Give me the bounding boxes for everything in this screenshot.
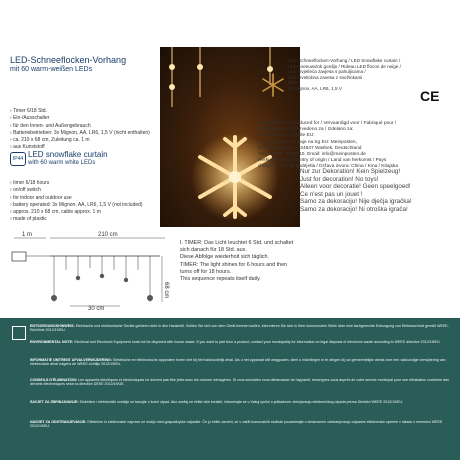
manufacturer-line: Proizvedeno za ih daje na trg EU: Meinposten,: [258, 139, 357, 145]
feature-item: › for indoor and outdoor use: [10, 195, 143, 202]
spacing-label: 30 cm: [88, 306, 105, 312]
battery-box: [12, 252, 26, 261]
disposal-label: ENTSORGUNGSHINWEIS:: [30, 324, 75, 328]
feature-item: › ca. 210 x 68 cm, Zuleitung ca. 1 m: [10, 137, 150, 144]
ce-mark: CE: [420, 88, 440, 104]
disposal-text: Electrical and Electronic Equipment must not be disposed with house waste. If you want to part from a product, contact your municipality for information on legal disposal of electronic waste according to WEEE directive 2012/19/EU.: [74, 340, 441, 344]
article-number: 9884: [288, 80, 299, 86]
title-de: LED-Schneeflocken-Vorhang: [10, 55, 127, 65]
feature-item: › Timer 6/18 Std.: [10, 108, 150, 115]
disposal-note: [30, 378, 450, 387]
warning-line: Ce n'est pas un jouet !: [300, 190, 363, 198]
warning-line: Samo za dekoracijo! Ni otroška igrača!: [300, 205, 408, 213]
disposal-note: [30, 420, 450, 429]
product-label: [288, 58, 460, 92]
feature-item: › approx. 210 x 68 cm, cable approx. 1 m: [10, 209, 143, 216]
snowflake-icon: [51, 274, 153, 301]
manufacturer-line: Tel.: 04321 - 9631010, Email: info@meinposten.de: [258, 152, 366, 158]
disposal-label: INFORMATIE OMTRENT AFVALVERWIJDERING:: [30, 358, 113, 362]
subtitle-en: with 60 warm white LEDs: [28, 160, 96, 166]
timer-line: turns off for 18 hours.: [180, 268, 232, 275]
warning-line: Samo za dekoraciju! Nije dječja igračka!: [300, 198, 412, 205]
disposal-text: Les appareils électriques et électroniques ne doivent pas être jetés avec les ordures ménagères. Si vous souhaitez vous débarrasser de l'appareil, renseignez-vous auprès de votre service municipal pour une élimination conforme des déchets électroniques selon la directive DEEE 2012/19/UE.: [30, 378, 449, 387]
warning-line: Nur zur Dekoration! Kein Spielzeug!: [300, 168, 401, 175]
timer-line: sich danach für 18 Std. aus.: [180, 247, 247, 254]
product-name-line: LED Svjetleća zavjesa s pahuljicama /: [288, 69, 366, 75]
disposal-note: [30, 324, 450, 333]
manufacturer-line: d'origine / Zemlja podrijetla / Država izvora: China / Kina / Kitajska: [258, 164, 399, 170]
feature-item: › timer 6/18 hours: [10, 180, 143, 187]
manufacturer-line: Hergestellt für / Produced for / Vervaardigd voor / Fabriqué pour /: [258, 121, 397, 126]
manufacturer-info: [258, 121, 398, 171]
feature-item: › Ein-/Ausschalter: [10, 115, 150, 122]
manufacturer-line: EU Importeur / Proizvedeno za / Izdelano za:: [258, 127, 354, 133]
timer-line: This sequence repeats itself daily.: [180, 276, 261, 283]
warning-line: Alleen voor decoratie! Geen speelgoed!: [300, 183, 411, 190]
feature-list-de: [10, 108, 150, 152]
dimension-diagram: [10, 230, 175, 312]
product-name-line: LED sneeuwvlok gordijn / Rideau LED flocon de neige /: [288, 63, 401, 69]
warning-line: Just for decoration! No toys!: [300, 175, 379, 183]
feature-item: › Batteriebetrieben: 3x Mignon, AA, LR6, 1,5 V (nicht enthalten): [10, 130, 150, 137]
cable-length-label: 1 m: [22, 232, 33, 238]
feature-list-en: [10, 180, 143, 224]
waste-bin-icon: [12, 326, 26, 340]
snowflake-icon: [260, 72, 286, 98]
disposal-text: Električne in elektronske naprave ne sodijo med gospodinjske odpadke. Če jo želite zavreči, se v vaših komunalnih službah pozanimajte o strokovnem odstranjevanju odpadne elektronske opreme v skladu z smernico WEEE 2012/19/EU.: [30, 420, 443, 429]
disposal-text: Električne i elektronički uređaje ne bacajte u kućni otpad. Ako uređaj ne želite više koristiti, informirajte se u Vašoj općini o prikladnom zbrinjavanju elektroničkog otpada prema Direktivi WEEE 2012/19/EU.: [79, 400, 404, 404]
disposal-label: NASVET ZA ODSTRANJEVANJE:: [30, 420, 87, 424]
ip44-icon: IP44: [10, 152, 26, 166]
timer-description: [180, 240, 293, 283]
disposal-label: ENVIRONMENTAL NOTE:: [30, 340, 74, 344]
disposal-note: [30, 358, 450, 367]
disposal-footer: [0, 318, 460, 460]
disposal-label: SAVJET ZA ZBRINJAVANJE:: [30, 400, 79, 404]
battery-info: 3x Mignon, AA, LR6, 1,5 V: [288, 85, 342, 91]
toy-warning: [300, 168, 412, 213]
manufacturer-line: Proizvedeno za tržište EU:: [258, 133, 315, 139]
product-name-line: LED Svetlobna zavesa z snežinkami: [288, 74, 363, 80]
width-label: 210 cm: [98, 232, 118, 238]
feature-item: › battery operated: 3x Mignon, AA, LR6, 1,5 V (not included): [10, 202, 143, 209]
disposal-label: CONSEILS D'ÉLIMINATION:: [30, 378, 78, 382]
manufacturer-line: Herkunftsland / Country of origin / Land van herkomst / Pays: [258, 158, 387, 164]
disposal-text: Elektrische en elektronische apparaten horen niet bij het huishoudelijk afval. Als u het apparaat wilt weggooien, dient u inlichtingen in te wingen bij uw gemeentelijke dienst over een vakkundige verwijdering van elektronisch afval volgens de WEEE-richtlijn 2012/19/EU.: [30, 358, 446, 367]
timer-line: I. TIMER: Das Licht leuchtet 6 Std. und schaltet: [180, 240, 294, 246]
feature-item: › aus Kunststoff: [10, 144, 150, 151]
title-en: LED snowflake curtain: [28, 150, 108, 159]
product-name-line: LED-Schneeflocken-Vorhang / LED Snowflake curtain /: [288, 58, 401, 63]
manufacturer-line: Schmalenbrook 11, 24647 Wasbek, Deutschland: [258, 145, 362, 151]
subtitle-de: mit 60 warm-weißen LEDs: [10, 66, 93, 73]
feature-item: › on/off switch: [10, 187, 143, 194]
timer-line: Diese Abfolge wiederholt sich täglich.: [180, 254, 269, 261]
timer-line: TIMER: The light shines for 6 hours and then: [180, 261, 288, 268]
feature-item: › für den Innen- und Außengebrauch: [10, 123, 150, 130]
disposal-note: [30, 340, 450, 344]
disposal-note: [30, 400, 450, 404]
disposal-text: Elektrische und elektronische Geräte gehören nicht in den Hausmüll. Sollten Sie sich von dem Gerät trennen wollen, informieren Sie sich in Ihrer kommunalen Stelle über eine fachgerechte Entsorgung von Elektroschrott gemäß WEEE-Richtlinie 2012/19/EU.: [30, 324, 449, 333]
height-label: 68 cm: [163, 282, 169, 299]
feature-item: › made of plastic: [10, 216, 143, 223]
